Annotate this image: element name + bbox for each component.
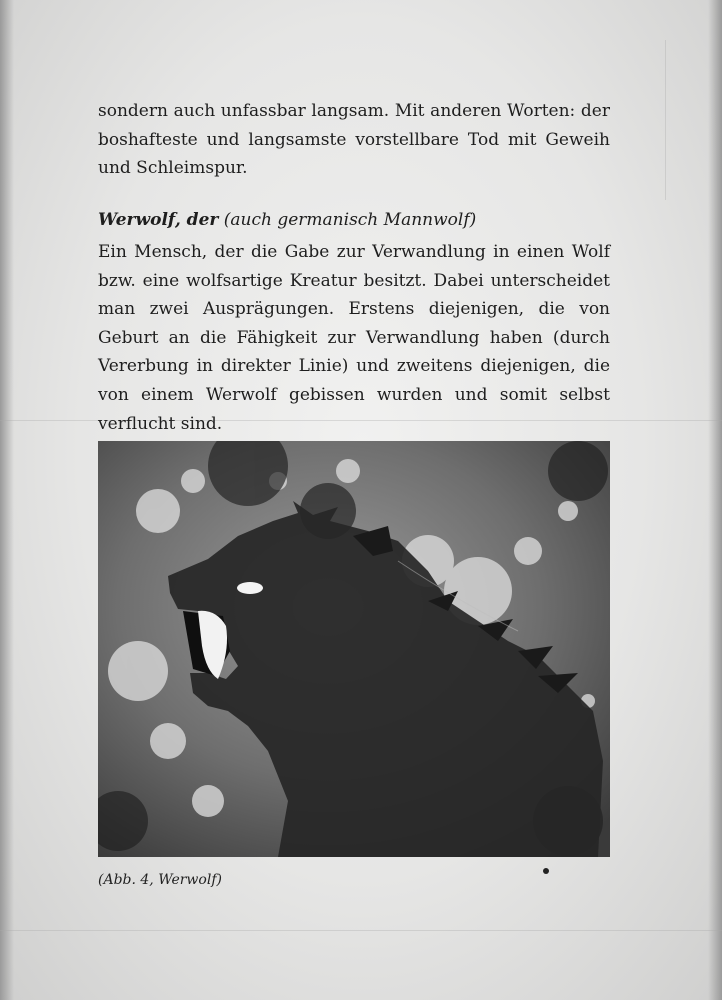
werewolf-silhouette-icon (98, 441, 610, 857)
paper-crease (0, 930, 722, 931)
figure-caption: (Abb. 4, Werwolf) (98, 872, 222, 888)
entry-term: Werwolf, der (98, 210, 219, 230)
werewolf-illustration (98, 441, 610, 857)
entry-heading (98, 210, 476, 230)
paper-crease (665, 40, 666, 200)
paper-spot (543, 868, 549, 874)
paragraph-continued: sondern auch unfassbar langsam. Mit anderen Worten: der boshafteste und langsamste vorstellbare Tod mit Geweih und Schleimspur. (98, 101, 610, 179)
page-edge-right (708, 0, 722, 1000)
entry-subtitle: (auch germanisch Mannwolf) (223, 210, 477, 230)
entry-body: Ein Mensch, der die Gabe zur Verwandlung in einen Wolf bzw. eine wolfsartige Kreatur besitzt. Dabei unterscheidet man zwei Ausprägungen. Erstens diejenigen, die von Geburt an die Fähigkeit zur Verwandlung haben (durch Vererbung in direkter Linie) und zweitens diejenigen, die von einem Werwolf gebissen wurden und somit selbst verflucht sind. (98, 242, 610, 434)
page-edge-left (0, 0, 14, 1000)
